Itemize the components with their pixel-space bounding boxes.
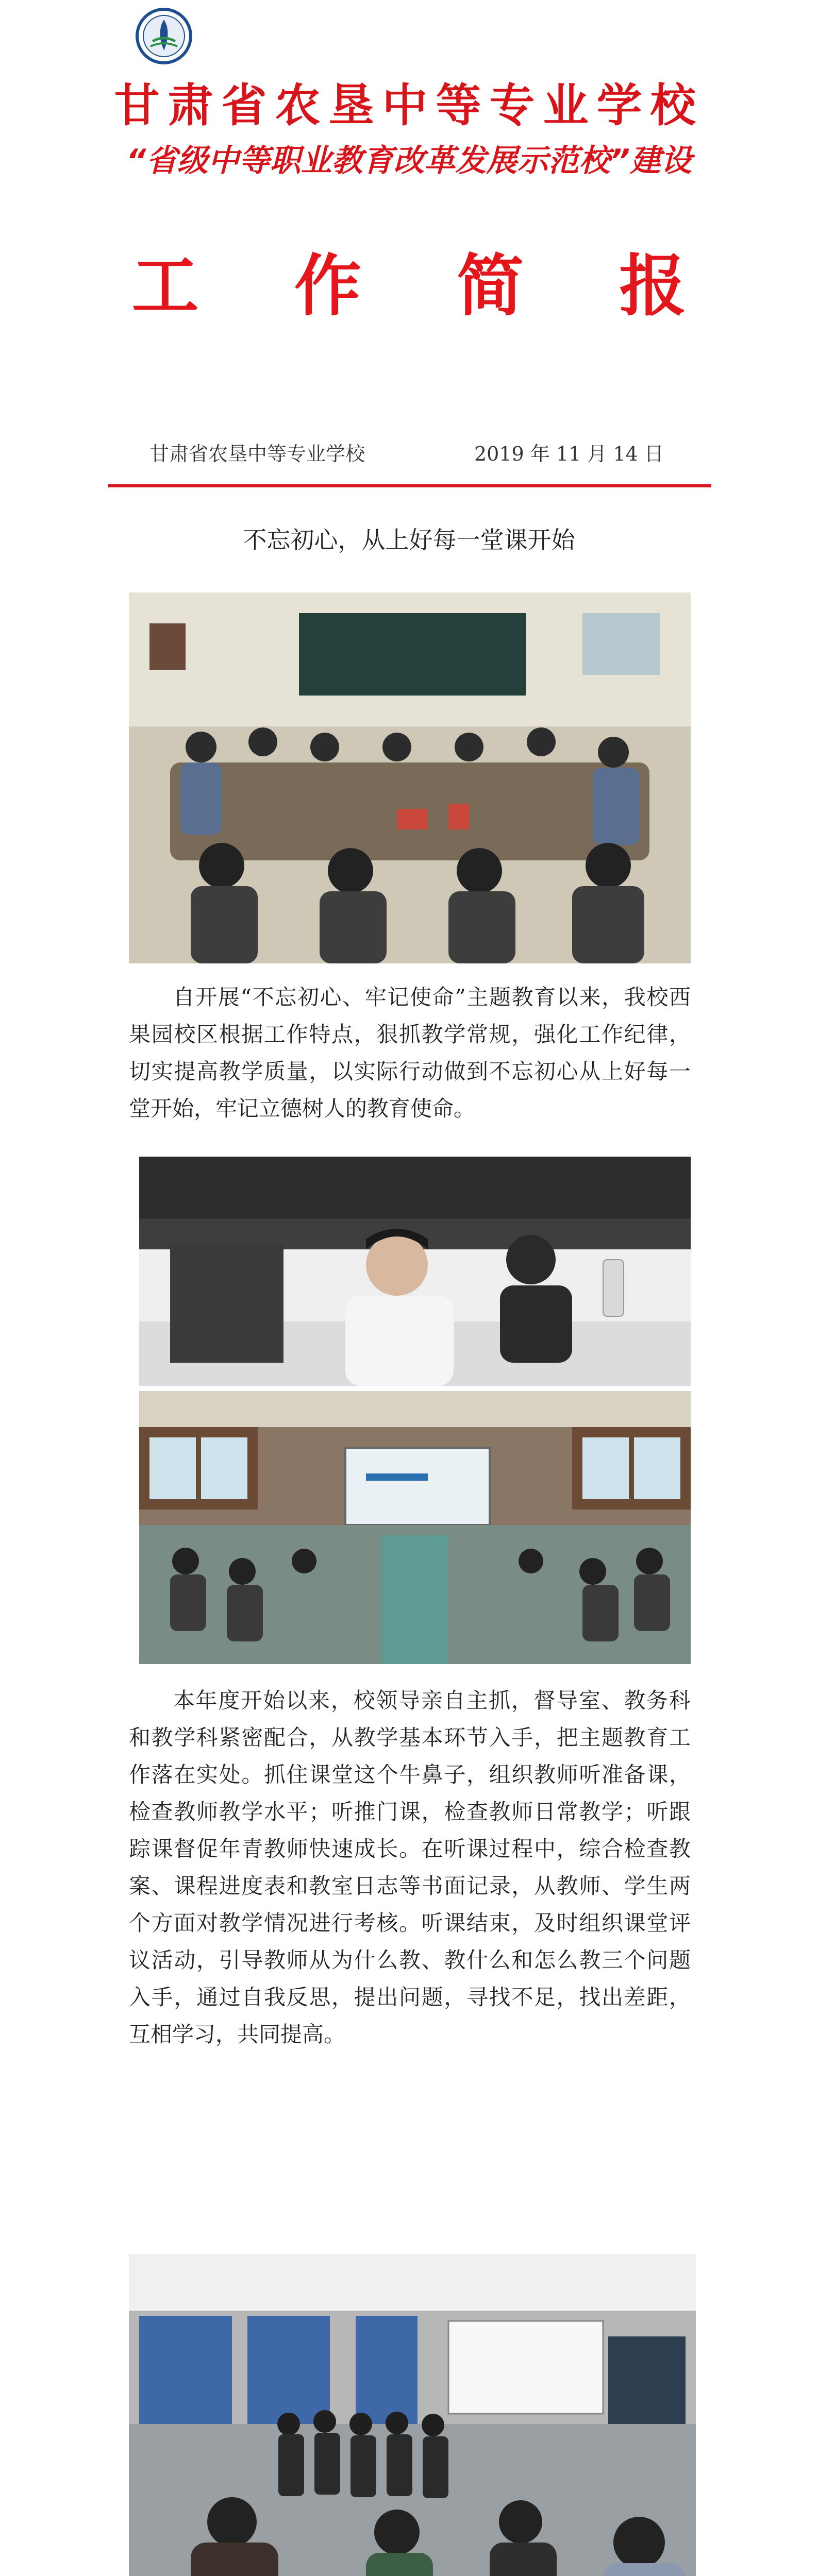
source-line: 甘肃省农垦中等专业学校	[149, 443, 365, 465]
school-logo-icon	[135, 7, 193, 65]
paragraph-2: 本年度开始以来，校领导亲自主抓，督导室、教务科和教学科紧密配合，从教学基本环节入手，把主题教育工作落在实处。抓住课堂这个牛鼻子，组织教师听准备课，检查教师教学水平；听推门课，检查教师日常教学；听跟踪课督促年青教师快速成长。在听课过程中，综合检查教案、课程进度表和教室日志等书面记录，从教师、学生两个方面对教学情况进行考核。听课结束，及时组织课堂评议活动，引导教师从为什么教、教什么和怎么教三个问题入手，通过自我反思，提出问题，寻找不足，找出差距，互相学习，共同提高。	[129, 1688, 691, 2047]
issue-date: 2019 年 11 月 14 日	[474, 443, 664, 465]
school-subtitle: “省级中等职业教育改革发展示范校”建设	[126, 143, 692, 179]
bulletin-title: 工 作 简 报	[131, 247, 723, 325]
photo-teacher-seated	[139, 1157, 691, 1386]
paragraph-1: 自开展“不忘初心、牢记使命”主题教育以来，我校西果园校区根据工作特点，狠抓教学常规，强化工作纪律，切实提高教学质量，以实际行动做到不忘初心从上好每一堂开始，牢记立德树人的教育使命。	[129, 985, 691, 1121]
photo-projector-classroom	[139, 1391, 691, 1664]
school-name: 甘肃省农垦中等专业学校	[114, 79, 704, 132]
photo-lecture-hall	[129, 2254, 696, 2576]
article-headline: 不忘初心，从上好每一堂课开始	[243, 526, 575, 554]
header-divider	[108, 484, 711, 487]
photo-classroom-meeting	[129, 592, 691, 963]
